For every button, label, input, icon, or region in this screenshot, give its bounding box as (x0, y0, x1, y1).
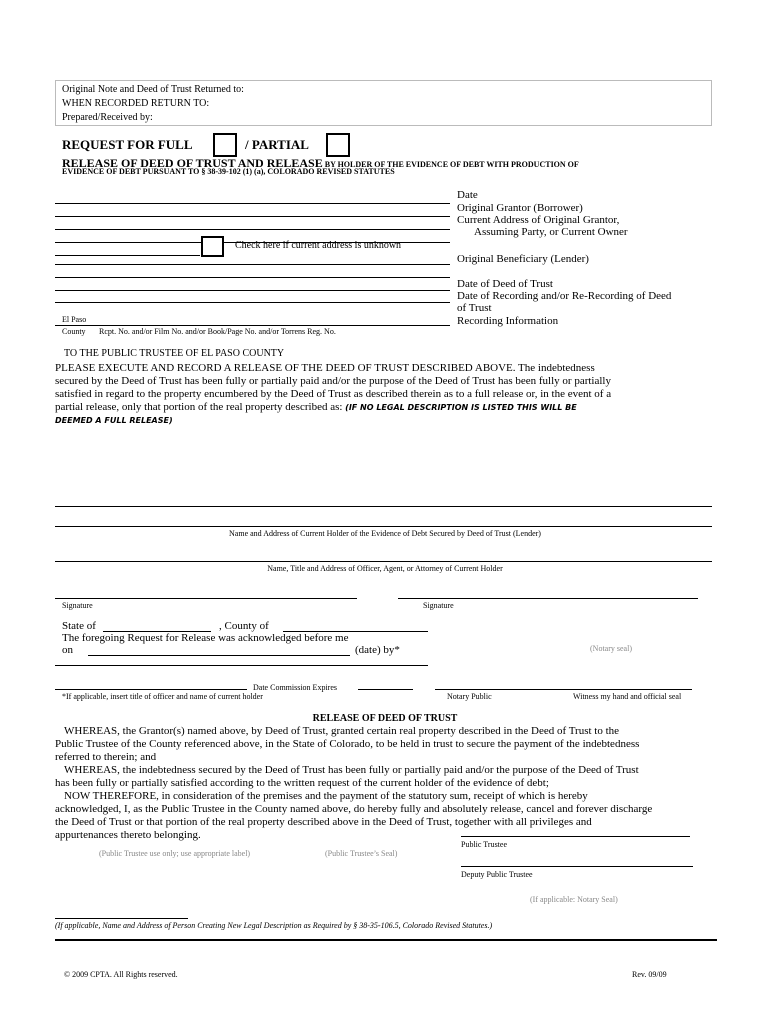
revision: Rev. 09/09 (632, 970, 667, 979)
holder-name-address-label: Name and Address of Current Holder of the Evidence of Debt Secured by Deed of Trust (Lender) (229, 529, 541, 538)
new-legal-line[interactable] (55, 918, 188, 919)
request-paragraph (55, 362, 717, 427)
request-line-4-bold: (IF NO LEGAL DESCRIPTION IS LISTED THIS WILL BE (345, 403, 577, 412)
whereas-2a: WHEREAS, the indebtedness secured by the Deed of Trust has been fully or partially paid and/or the purpose of the Deed of Trust (64, 764, 639, 776)
signature-line-1[interactable] (55, 598, 357, 599)
trustee-use-label: (Public Trustee use only; use appropriate label) (99, 849, 251, 858)
prepared-by-label: Prepared/Received by: (62, 112, 153, 123)
acknowledged-label: The foregoing Request for Release was acknowledged before me (62, 632, 349, 644)
date-label: Date (457, 189, 478, 201)
copyright: © 2009 CPTA. All Rights reserved. (64, 970, 178, 979)
address-line-1[interactable] (55, 229, 450, 230)
recording-info-line[interactable] (55, 325, 450, 326)
grantor-label: Original Grantor (Borrower) (457, 202, 583, 214)
signature-line-2[interactable] (398, 598, 698, 599)
release-body (55, 725, 717, 842)
commission-line-left[interactable] (55, 689, 247, 690)
assuming-party-label: Assuming Party, or Current Owner (474, 226, 628, 238)
public-trustee-line[interactable] (461, 836, 690, 837)
address-unknown-checkbox[interactable] (201, 236, 224, 257)
commission-line-right[interactable] (358, 689, 413, 690)
returned-to-label: Original Note and Deed of Trust Returned to: (62, 84, 244, 95)
bottom-rule (55, 939, 717, 941)
signature-label-1: Signature (62, 601, 93, 610)
county-of-label: , County of (219, 620, 269, 632)
release-heading-main: RELEASE OF DEED OF TRUST AND RELEASE (62, 156, 323, 170)
request-line-4 (55, 401, 717, 414)
request-line-3: satisfied in regard to the property encumbered by the Deed of Trust as described therein as to a full release or, in the event of a (55, 388, 612, 400)
now-therefore-a: NOW THEREFORE, in consideration of the premises and the payment of the statutory sum, receipt of which is hereby (64, 790, 588, 802)
request-line-2: secured by the Deed of Trust has been fully or partially paid and/or the purpose of the Deed of Trust has been fully or partially (55, 375, 611, 387)
recording-date-label: Date of Recording and/or Re-Recording of Deed (457, 290, 672, 302)
whereas-1a: WHEREAS, the Grantor(s) named above, by Deed of Trust, granted certain real property described in the Deed of Trust to the (64, 725, 620, 737)
notary-seal-label-2: (If applicable: Notary Seal) (530, 895, 618, 904)
release-title: RELEASE OF DEED OF TRUST (312, 713, 458, 724)
officer-label: Name, Title and Address of Officer, Agent, or Attorney of Current Holder (267, 564, 503, 573)
now-therefore-b: acknowledged, I, as the Public Trustee in the County named above, do hereby fully and absolutely release, cancel and forever discharge (55, 803, 653, 815)
request-line-1: PLEASE EXECUTE AND RECORD A RELEASE OF THE DEED OF TRUST DESCRIBED ABOVE. The indebtedness (55, 362, 595, 374)
current-address-label: Current Address of Original Grantor, (457, 214, 620, 226)
notary-seal-label: (Notary seal) (590, 644, 632, 653)
signature-label-2: Signature (423, 601, 454, 610)
beneficiary-label: Original Beneficiary (Lender) (457, 253, 589, 265)
address-unknown-label: Check here if current address is unknown (235, 240, 402, 251)
request-line-5: DEEMED A FULL RELEASE) (55, 416, 173, 425)
whereas-2b: has been fully or partially satisfied according to the written request of the current holder of the evidence of debt; (55, 777, 549, 789)
request-full-label: REQUEST FOR FULL (62, 137, 193, 152)
holder-line-2[interactable] (55, 526, 712, 527)
notary-public-line[interactable] (435, 689, 692, 690)
notary-public-label: Notary Public (447, 692, 492, 701)
when-recorded-label: WHEN RECORDED RETURN TO: (62, 98, 210, 109)
beneficiary-line[interactable] (55, 264, 450, 265)
beneficiary-line-2[interactable] (55, 277, 450, 278)
deputy-trustee-line[interactable] (461, 866, 693, 867)
officer-line[interactable] (55, 561, 712, 562)
by-line[interactable] (55, 665, 428, 666)
recording-info-label: Recording Information (457, 315, 559, 327)
county-name: El Paso (62, 315, 87, 324)
on-label: on (62, 644, 73, 656)
public-trustee-label: Public Trustee (461, 840, 508, 849)
partial-label: / PARTIAL (245, 137, 309, 152)
grantor-line[interactable] (55, 216, 450, 217)
date-line[interactable] (55, 203, 450, 204)
deed-date-label: Date of Deed of Trust (457, 278, 553, 290)
if-applicable-label: *If applicable, insert title of officer and name of current holder (62, 692, 263, 701)
release-heading-line2: EVIDENCE OF DEBT PURSUANT TO § 38-39-102 (1) (a), COLORADO REVISED STATUTES (62, 167, 395, 176)
recording-date-line[interactable] (55, 302, 450, 303)
trustee-seal-label: (Public Trustee’s Seal) (325, 849, 398, 858)
new-legal-label: (If applicable, Name and Address of Person Creating New Legal Description as Required by § 38-35-106.5, Colorado Revised Statutes.) (55, 921, 493, 930)
acknowledged-date-line[interactable] (88, 655, 350, 656)
address-line-3[interactable] (55, 255, 200, 256)
commission-label: Date Commission Expires (253, 683, 337, 692)
whereas-1b: Public Trustee of the County referenced above, in the State of Colorado, to be held in trust to secure the payment of the indebtedness (55, 738, 640, 750)
release-heading-by-holder: BY HOLDER OF THE EVIDENCE OF DEBT WITH PRODUCTION OF (322, 160, 579, 169)
request-line-4-text: partial release, only that portion of the real property described as: (55, 401, 346, 413)
state-of-label: State of (62, 620, 96, 632)
deed-date-line[interactable] (55, 290, 450, 291)
now-therefore-d: appurtenances thereto belonging. (55, 829, 201, 841)
witness-label: Witness my hand and official seal (573, 692, 682, 701)
of-trust-label: of Trust (457, 302, 492, 314)
date-by-label: (date) by* (355, 644, 400, 656)
whereas-1c: referred to therein; and (55, 751, 157, 763)
holder-line-1[interactable] (55, 506, 712, 507)
deputy-trustee-label: Deputy Public Trustee (461, 870, 533, 879)
county-label: County (62, 327, 86, 336)
rcpt-label: Rcpt. No. and/or Film No. and/or Book/Page No. and/or Torrens Reg. No. (99, 327, 336, 336)
to-public-trustee: TO THE PUBLIC TRUSTEE OF EL PASO COUNTY (64, 348, 285, 359)
now-therefore-c: the Deed of Trust or that portion of the real property described above in the Deed of Trust, together with all privileges and (55, 816, 592, 828)
